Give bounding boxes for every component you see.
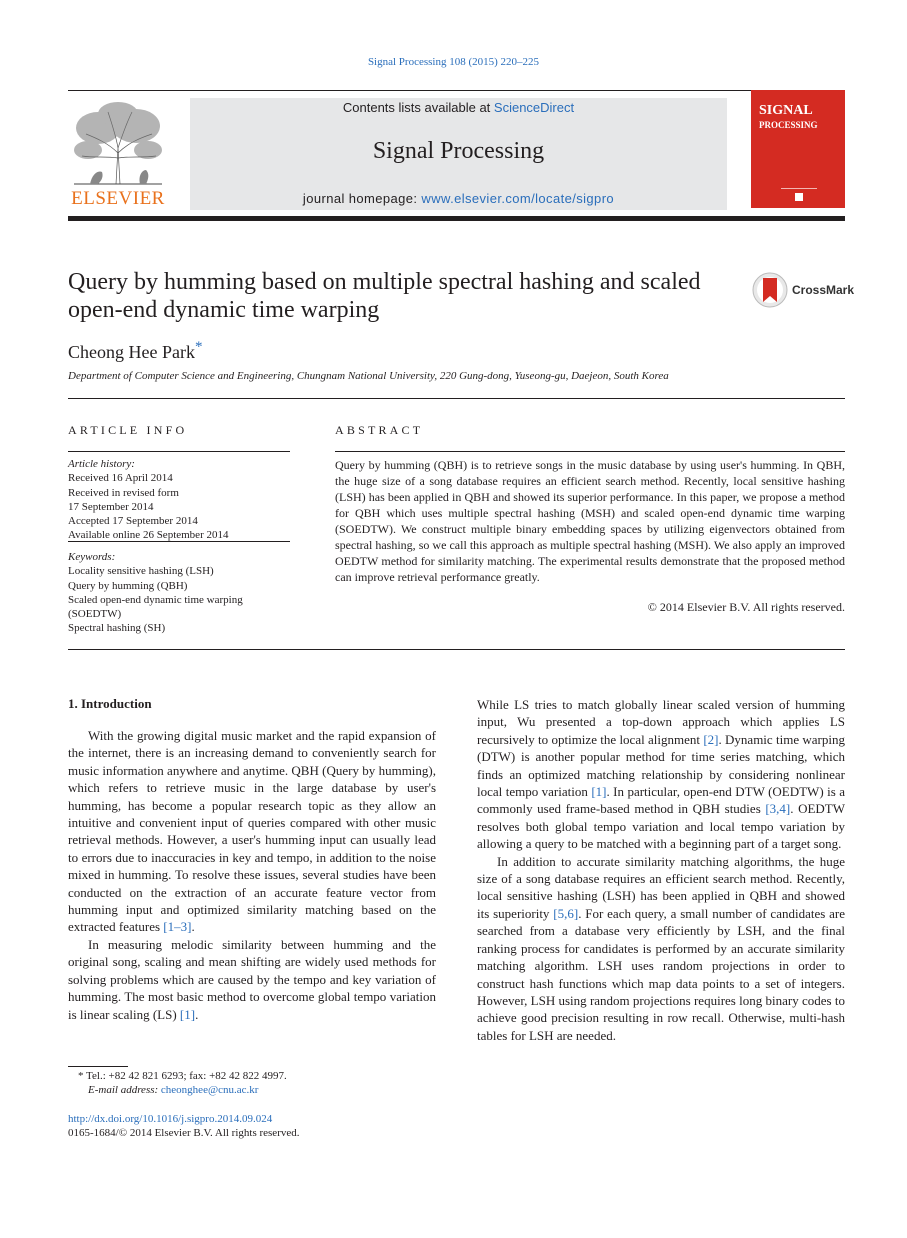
citation-link[interactable]: [1] [179,1006,196,1022]
history-item: Accepted 17 September 2014 [68,515,198,528]
elsevier-wordmark: ELSEVIER [71,188,165,209]
footnote-tel: * Tel.: +82 42 821 6293; fax: +82 42 822 4997. [78,1070,287,1082]
keyword-item: Query by humming (QBH) [68,579,188,592]
author-footnote-mark[interactable]: * [194,339,203,355]
body-paragraph [477,853,845,1044]
keywords-label: Keywords: [68,551,116,563]
body-column-left [68,727,436,1023]
homepage-prefix: journal homepage: [302,191,422,206]
author-affiliation: Department of Computer Science and Engineering, Chungnam National University, 220 Gung-dong, Yuseong-gu, Daejeon, South Korea [68,370,669,382]
front-matter-rule [68,649,845,650]
body-column-right [477,696,845,1044]
paragraph-text: In measuring melodic similarity between humming and the original song, scaling and mean shifting are widely used methods for solving problems which are caused by the tempo and key variation of humming. The most basic method to overcome global tempo variation is linear scaling (LS) [68,936,436,1022]
paragraph-text: While LS tries to match globally linear scaled version of humming input, Wu presented a top-down approach which applies LS recursively to optimize the local alignment [477,697,845,747]
elsevier-tree-icon [68,98,168,188]
citation-link[interactable]: [5,6] [553,905,579,921]
header-top-rule [68,90,845,91]
body-paragraph [68,727,436,936]
footnote-email [68,1083,287,1097]
issn-line: 0165-1684/© 2014 Elsevier B.V. All rights reserved. [68,1127,300,1140]
abstract-rule [335,451,845,452]
history-label: Article history: [68,458,135,470]
history-item: Received 16 April 2014 [68,472,173,485]
paragraph-tail: . For each query, a small number of candidates are searched from a database very efficiently by LSH, and the final ranking process for candidates is performed by an accurate similarity matching algorithm. LSH uses random projections in order to construct hash functions which map data points to a set of integers. However, LSH using random projections requires long binary codes to achieve good precision resulting in row recall. Otherwise, multi-hash tables for LSH are needed. [477,905,845,1043]
paragraph-tail: . OEDTW resolves both global tempo variation and local tempo variation by allowing a query to be matched with a beginning part of a target song. [477,801,845,852]
paragraph-text: With the growing digital music market and the rapid expansion of the internet, there is an increasing demand to conveniently search for music information anywhere and anytime. QBH (Query by humming), which refers to retrieve music in the large database by user's humming, has become a popular research topic as they allow an intuitive and convenient input of queries compared with other music retrieval methods. However, a user's humming input can usually lead to errors due to inaccuracies in key and tempo, in addition to the noise mixed in humming. To resolve these issues, several studies have been conducted on the extraction of an accurate feature vector from humming input and optimized similarity matching based on the extracted features [68,728,436,935]
paragraph-tail: . [195,1006,199,1022]
article-history [68,457,290,543]
keyword-item: (SOEDTW) [68,608,122,621]
doi-link[interactable]: http://dx.doi.org/10.1016/j.sigpro.2014.09.024 [68,1113,273,1125]
cover-rule [781,188,817,189]
body-paragraph [68,936,436,1023]
email-label: E-mail address: [88,1084,161,1097]
cover-title [759,104,818,132]
article-title: Query by humming based on multiple spectral hashing and scaled open-end dynamic time warping [68,269,701,323]
contents-available-line [190,100,727,115]
citation-link[interactable]: [2] [703,731,719,747]
journal-citation[interactable]: Signal Processing 108 (2015) 220–225 [367,56,540,68]
crossmark-label: CrossMark [792,283,855,297]
body-paragraph [477,696,845,853]
citation-link[interactable]: [3,4] [765,801,791,817]
section-heading-introduction: 1. Introduction [68,696,152,711]
journal-cover-thumbnail[interactable] [751,90,845,208]
history-rule [68,541,290,542]
cover-publisher-icon [795,193,803,201]
history-item: Received in revised form [68,486,179,499]
crossmark-badge[interactable] [752,272,855,310]
keywords-block [68,550,290,636]
author-footnote [68,1069,287,1098]
journal-homepage-line [190,191,727,206]
keyword-item: Scaled open-end dynamic time warping [68,593,243,606]
journal-masthead [190,98,727,210]
title-block-rule [68,398,845,399]
cover-title-sub: PROCESSING [759,120,818,130]
keyword-item: Spectral hashing (SH) [68,622,166,635]
abstract-text: Query by humming (QBH) is to retrieve songs in the music database by using user's humming. In QBH, the huge size of a song database requires an efficient search method. Recently, local sensitive hashing (LSH) has been applied in QBH and showed its superior performance. In this paper, we propose a method for QBH which uses multiple spectral hashing (MSH) and scaled open-end dynamic time warping (SOEDTW). We construct multiple binary embedding spaces by utilizing eigenvectors obtained from spectral hashing, so we call this approach as multiple spectral hashing (MSH). We also apply an improved OEDTW method for similarity matching. The experimental results demonstrate that the proposed method can improve retrieval performance greatly. [335,458,845,584]
abstract-heading: ABSTRACT [335,423,424,437]
contents-prefix: Contents lists available at [342,100,494,115]
paragraph-text: . In particular, open-end DTW (OEDTW) is a commonly used frame-based method in QBH studies [477,784,845,817]
article-info-rule [68,451,290,452]
paragraph-tail: . [191,919,195,935]
journal-title: Signal Processing [372,138,545,164]
sciencedirect-link[interactable]: ScienceDirect [493,100,575,115]
history-item: 17 September 2014 [68,500,154,513]
paragraph-text: . Dynamic time warping (DTW) is another popular method for time series matching, which finds an optimized matching relationship by considering nonlinear local tempo variation [477,731,846,800]
history-item: Available online 26 September 2014 [68,529,229,542]
paragraph-text: In addition to accurate similarity matching algorithms, the huge size of a song database requires an efficient search method. Recently, local sensitive hashing (LSH) has been applied in QBH and showed its superiority [477,853,845,921]
cover-title-main: SIGNAL [759,103,813,118]
footnote-rule [68,1066,128,1067]
header-thick-rule [68,216,845,221]
article-info-heading: ARTICLE INFO [68,423,188,437]
journal-homepage-link[interactable]: www.elsevier.com/locate/sigpro [421,191,615,206]
doi-block [68,1112,300,1141]
citation-link[interactable]: [1–3] [163,919,192,935]
email-link[interactable]: cheonghee@cnu.ac.kr [160,1084,259,1097]
abstract-copyright: © 2014 Elsevier B.V. All rights reserved. [647,600,845,614]
keyword-item: Locality sensitive hashing (LSH) [68,565,214,578]
elsevier-logo [68,98,168,210]
author-name-text: Cheong Hee Park [68,342,195,362]
author-name [68,339,202,363]
citation-link[interactable]: [1] [591,784,607,800]
crossmark-icon [752,272,788,308]
